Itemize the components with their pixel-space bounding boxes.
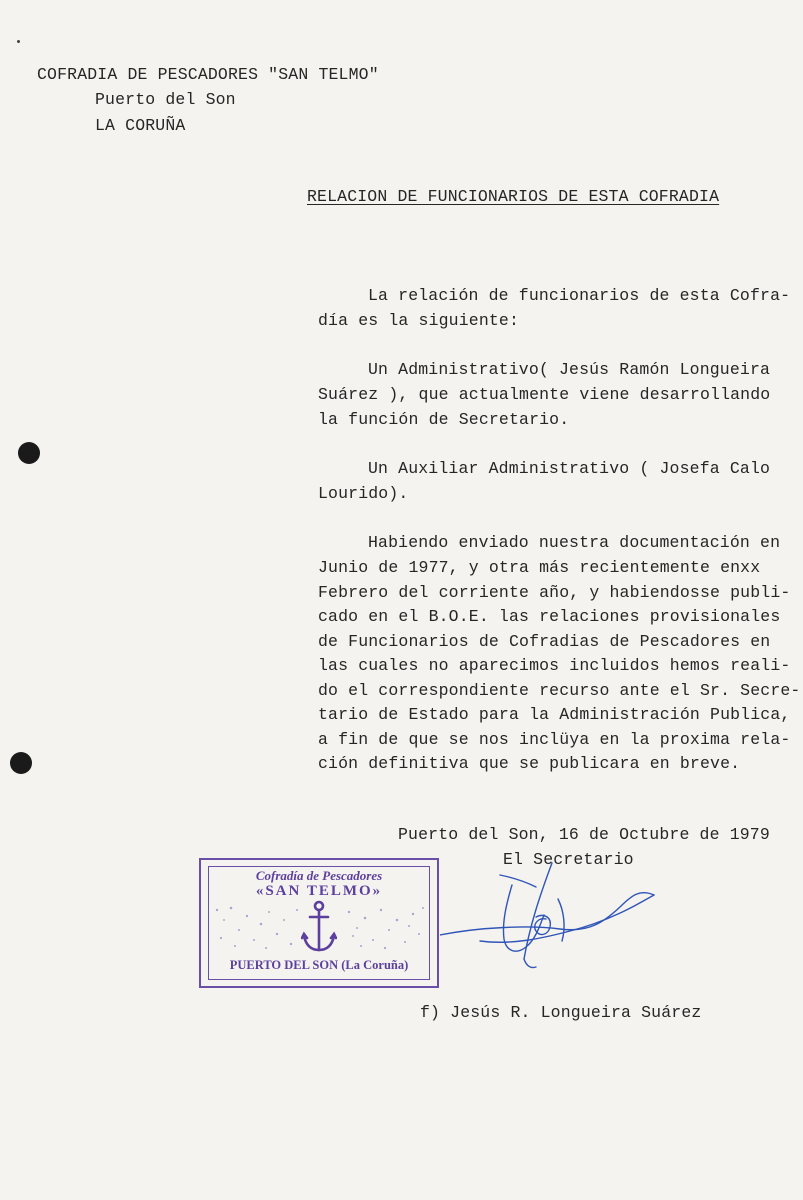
body-line: la función de Secretario. <box>318 410 570 429</box>
signer-name: f) Jesús R. Longueira Suárez <box>420 1003 702 1022</box>
header-province: LA CORUÑA <box>95 116 186 135</box>
header-town: Puerto del Son <box>95 90 236 109</box>
signer-role: El Secretario <box>503 850 634 869</box>
body-line: cado en el B.O.E. las relaciones provisionales <box>318 607 781 626</box>
body-line: Lourido). <box>318 484 409 503</box>
body-line: tario de Estado para la Administración Publica, <box>318 705 791 724</box>
paper-speck <box>17 40 20 43</box>
document-title: RELACION DE FUNCIONARIOS DE ESTA COFRADIA <box>307 187 720 206</box>
body-line: Junio de 1977, y otra más recientemente enxx <box>318 558 761 577</box>
body-line: Suárez ), que actualmente viene desarrollando <box>318 385 771 404</box>
stamp-ink-texture <box>209 900 429 955</box>
secretary-signature <box>440 855 660 975</box>
body-line: Habiendo enviado nuestra documentación en <box>368 533 781 552</box>
body-line: ción definitiva que se publicara en breve. <box>318 754 741 773</box>
body-line: Un Auxiliar Administrativo ( Josefa Calo <box>368 459 771 478</box>
punch-hole-bottom <box>10 752 32 774</box>
body-line: a fin de que se nos inclüya en la proxima rela- <box>318 730 791 749</box>
header-organization: COFRADIA DE PESCADORES "SAN TELMO" <box>37 65 379 84</box>
punch-hole-top <box>18 442 40 464</box>
body-line: de Funcionarios de Cofradias de Pescadores en <box>318 632 771 651</box>
body-line: Febrero del corriente año, y habiendosse publi- <box>318 583 791 602</box>
place-date: Puerto del Son, 16 de Octubre de 1979 <box>398 825 770 844</box>
stamp-line-1: Cofradía de Pescadores <box>255 868 383 883</box>
body-line: La relación de funcionarios de esta Cofra- <box>368 286 791 305</box>
stamp-line-2: «SAN TELMO» <box>255 883 383 899</box>
body-line: las cuales no aparecimos incluidos hemos reali- <box>318 656 791 675</box>
body-line: Un Administrativo( Jesús Ramón Longueira <box>368 360 771 379</box>
stamp-line-3: PUERTO DEL SON (La Coruña) <box>229 958 409 972</box>
body-line: día es la siguiente: <box>318 311 520 330</box>
body-line: do el correspondiente recurso ante el Sr. Secre- <box>318 681 801 700</box>
cofradia-stamp <box>199 858 439 988</box>
